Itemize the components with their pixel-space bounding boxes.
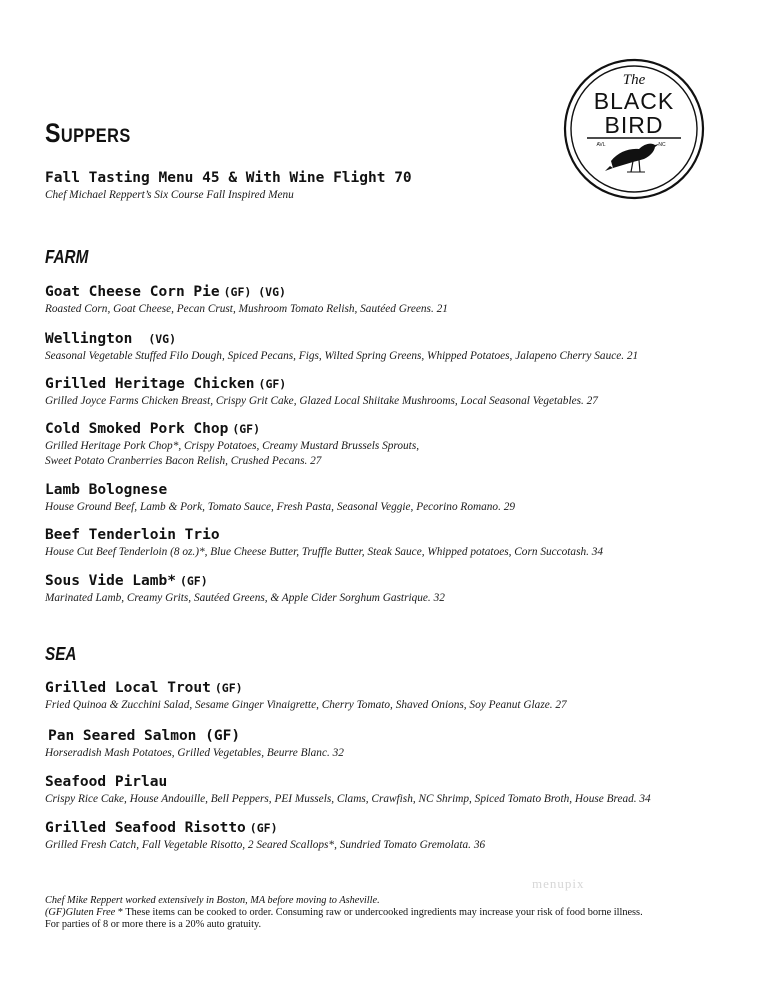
item-desc: Marinated Lamb, Creamy Grits, Sautéed Greens, & Apple Cider Sorghum Gastrique. 32	[45, 592, 445, 604]
item-tags: (GF)	[179, 574, 208, 588]
item-name: Lamb Bolognese	[45, 482, 168, 498]
item-desc: House Ground Beef, Lamb & Pork, Tomato Sauce, Fresh Pasta, Seasonal Veggie, Pecorino Romano. 29	[45, 501, 516, 513]
menu-item	[45, 526, 603, 560]
footer-gratuity-note: For parties of 8 or more there is a 20% auto gratuity.	[45, 919, 262, 930]
logo-the-text: The	[622, 72, 646, 88]
item-name: Cold Smoked Pork Chop	[45, 421, 229, 437]
item-tags: (GF)	[232, 422, 261, 436]
item-desc: Grilled Heritage Pork Chop*, Crispy Potatoes, Creamy Mustard Brussels Sprouts,	[45, 440, 420, 452]
item-name: Goat Cheese Corn Pie	[45, 284, 220, 300]
menu-item	[45, 727, 344, 761]
menu-item	[45, 420, 419, 469]
item-tags: (GF) (VG)	[223, 285, 286, 299]
item-tags: (GF)	[214, 681, 243, 695]
item-name: Sous Vide Lamb*	[45, 573, 176, 589]
item-tags: (GF)	[249, 821, 278, 835]
footer-chef-note: Chef Mike Reppert worked extensively in Boston, MA before moving to Asheville.	[45, 895, 380, 906]
logo-avl-text: AVL	[596, 142, 606, 148]
menu-item	[45, 572, 445, 606]
item-name: Wellington	[45, 331, 133, 347]
logo-bird-text: BIRD	[604, 112, 664, 138]
page-title: Suppers	[45, 118, 131, 148]
item-name: Beef Tenderloin Trio	[45, 527, 220, 543]
item-desc: Grilled Fresh Catch, Fall Vegetable Risotto, 2 Seared Scallops*, Sundried Tomato Gremolata. 36	[45, 839, 486, 851]
watermark: menupix	[532, 876, 585, 891]
item-tags: (GF)	[258, 377, 287, 391]
menu-item	[45, 679, 567, 713]
item-desc: Roasted Corn, Goat Cheese, Pecan Crust, Mushroom Tomato Relish, Sautéed Greens. 21	[45, 303, 448, 315]
tasting-menu-name: Fall Tasting Menu 45 & With Wine Flight 70	[45, 170, 412, 186]
item-desc: Seasonal Vegetable Stuffed Filo Dough, Spiced Pecans, Figs, Wilted Spring Greens, Whipped Potatoes, Jalapeno Cherry Sauce. 21	[45, 350, 639, 362]
item-name: Pan Seared Salmon (GF)	[48, 728, 241, 744]
logo-black-text: BLACK	[593, 88, 675, 114]
item-name: Seafood Pirlau	[45, 774, 168, 790]
item-desc: Fried Quinoa & Zucchini Salad, Sesame Ginger Vinaigrette, Cherry Tomato, Shaved Onions, Soy Peanut Glaze. 27	[45, 699, 567, 711]
item-tags: (VG)	[148, 332, 177, 346]
blackbird-logo	[563, 58, 705, 200]
menu-item	[45, 330, 638, 364]
item-name: Grilled Heritage Chicken	[45, 376, 255, 392]
menu-item	[45, 481, 515, 515]
menu-item	[45, 819, 485, 853]
menu-item	[45, 375, 598, 409]
item-desc: House Cut Beef Tenderloin (8 oz.)*, Blue Cheese Butter, Truffle Butter, Steak Sauce, Whipped potatoes, Corn Succotash. 34	[45, 546, 604, 558]
tasting-menu	[45, 170, 412, 203]
crow-icon	[605, 144, 659, 172]
item-desc: Crispy Rice Cake, House Andouille, Bell Peppers, PEI Mussels, Clams, Crawfish, NC Shrimp, Spiced Tomato Broth, House Bread. 34	[45, 793, 651, 805]
item-name: Grilled Local Trout	[45, 680, 211, 696]
logo-nc-text: NC	[658, 142, 666, 148]
footer-gf-note: (GF)Gluten Free	[45, 907, 116, 918]
logo-badge-icon	[563, 58, 705, 200]
footer-notes	[45, 895, 643, 931]
item-name: Grilled Seafood Risotto	[45, 820, 246, 836]
item-desc: Grilled Joyce Farms Chicken Breast, Crispy Grit Cake, Glazed Local Shiitake Mushrooms, Local Seasonal Vegetables. 27	[45, 395, 598, 407]
menu-item	[45, 773, 651, 807]
menu-item	[45, 283, 448, 317]
tasting-menu-desc: Chef Michael Reppert’s Six Course Fall Inspired Menu	[45, 189, 294, 201]
section-heading-sea: SEA	[45, 644, 77, 664]
footer-raw-warning: * These items can be cooked to order. Consuming raw or undercooked ingredients may increase your risk of food borne illness.	[115, 907, 643, 918]
item-desc: Sweet Potato Cranberries Bacon Relish, Crushed Pecans. 27	[45, 455, 322, 467]
section-heading-farm: FARM	[45, 247, 89, 267]
item-desc: Horseradish Mash Potatoes, Grilled Vegetables, Beurre Blanc. 32	[45, 747, 344, 759]
